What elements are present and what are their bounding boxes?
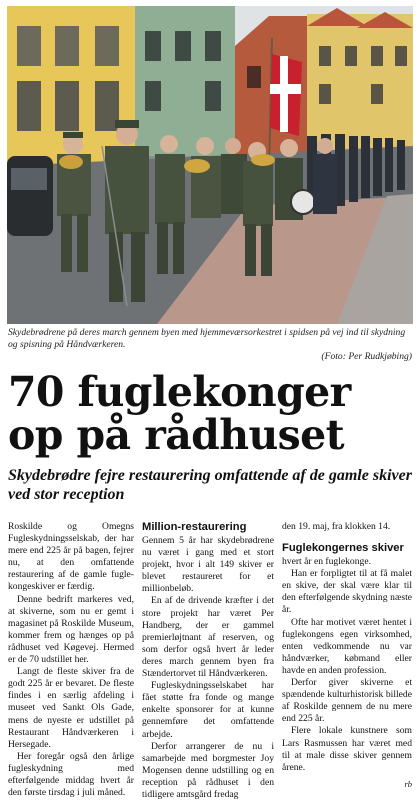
body-paragraph: Gennem 5 år har skydebrødrene nu været i gang med et stort projekt, hvor i alt 149 skiver er blevet restaureret for et millionbeløb. (142, 535, 274, 595)
caption-text: Skydebrødrene på deres march gennem byen med hjemmeværsorkestret i spidsen på vej ind til skydning og spisning på Håndværkeren. (8, 327, 406, 350)
body-paragraph: Flere lokale kunstnere som Lars Rasmussen har været med til at male disse skiver gennem årene. (282, 725, 412, 773)
body-paragraph: Fugleskydningsselskabet har fået støtte fra fonde og mange enkelte sponsorer for at kunne gennemføre det omfattende arbejde. (142, 680, 274, 740)
marching-band-photo (7, 6, 413, 324)
body-paragraph: Derfor arrangerer de nu i samarbejde med borgmester Joy Mogensen denne udstilling og en reception på rådhuset i den tidligere amtsgård fredag (142, 740, 274, 800)
article-column-3 (282, 521, 412, 790)
body-paragraph: Han er forpligtet til at få malet en skive, der skal være klar til den efterfølgende skydning næste år. (282, 568, 412, 616)
article-subheadline: Skydebrødre fejre restaurering omfattende af de gamle skiver ved stor reception (8, 467, 412, 503)
body-paragraph: hvert år en fuglekonge. (282, 556, 371, 568)
article-column-2 (142, 521, 274, 801)
body-paragraph: Ofte har motivet været hentet i fuglekongens egen virksomhed, enten vedkommende nu var håndværker, købmand eller havde en anden profession. (282, 616, 412, 676)
article-headline: 70 fuglekonger op på rådhuset (8, 368, 351, 459)
body-paragraph: Denne bedrift markeres ved, at skiverne, som nu er gemt i magasinet på Roskilde Museum, kommer frem og hænges op på rådhuset ved Køgevej. Hermed er de 70 udstillet her. (8, 593, 134, 666)
body-paragraph: En af de drivende kræfter i det store projekt har været Per Handberg, der er gammel premierløjtnant af reserven, og som derfor også hvert år leder deres march gennem byen fra Stændertorvet til Håndværkeren. (142, 595, 274, 680)
section-heading: Million-restaurering (142, 521, 247, 533)
body-paragraph: Langt de fleste skiver fra de godt 225 år er bevaret. De fleste findes i en særlig afdeling i museet ved Sankt Ols Gade, mens de nyeste er udstillet på Restaurant Håndværkeren i Hersegade. (8, 666, 134, 750)
body-paragraph: Roskilde og Omegns Fugleskydningsselskab, der har mere end 225 år på bagen, fejrer nu, at den omfattende restaurering af de gamle fugle-kongeskiver er færdig. (8, 521, 134, 593)
article-photo (7, 6, 413, 324)
body-paragraph: Derfor giver skiverne et spændende kulturhistorisk billede af Roskilde gennem de nu mere end 225 år. (282, 677, 412, 725)
body-paragraph: den 19. maj, fra klokken 14. (282, 521, 391, 532)
body-paragraph: Her foregår også den årlige fugleskydning med efterfølgende middag hvert år den første tirsdag i juli måned. (8, 750, 134, 799)
author-signature: rb (404, 778, 412, 789)
photo-caption (8, 327, 412, 363)
article-column-1 (8, 521, 134, 799)
section-heading: Fuglekongernes skiver (282, 542, 404, 555)
photo-credit: (Foto: Per Rudkjøbing) (321, 351, 412, 362)
